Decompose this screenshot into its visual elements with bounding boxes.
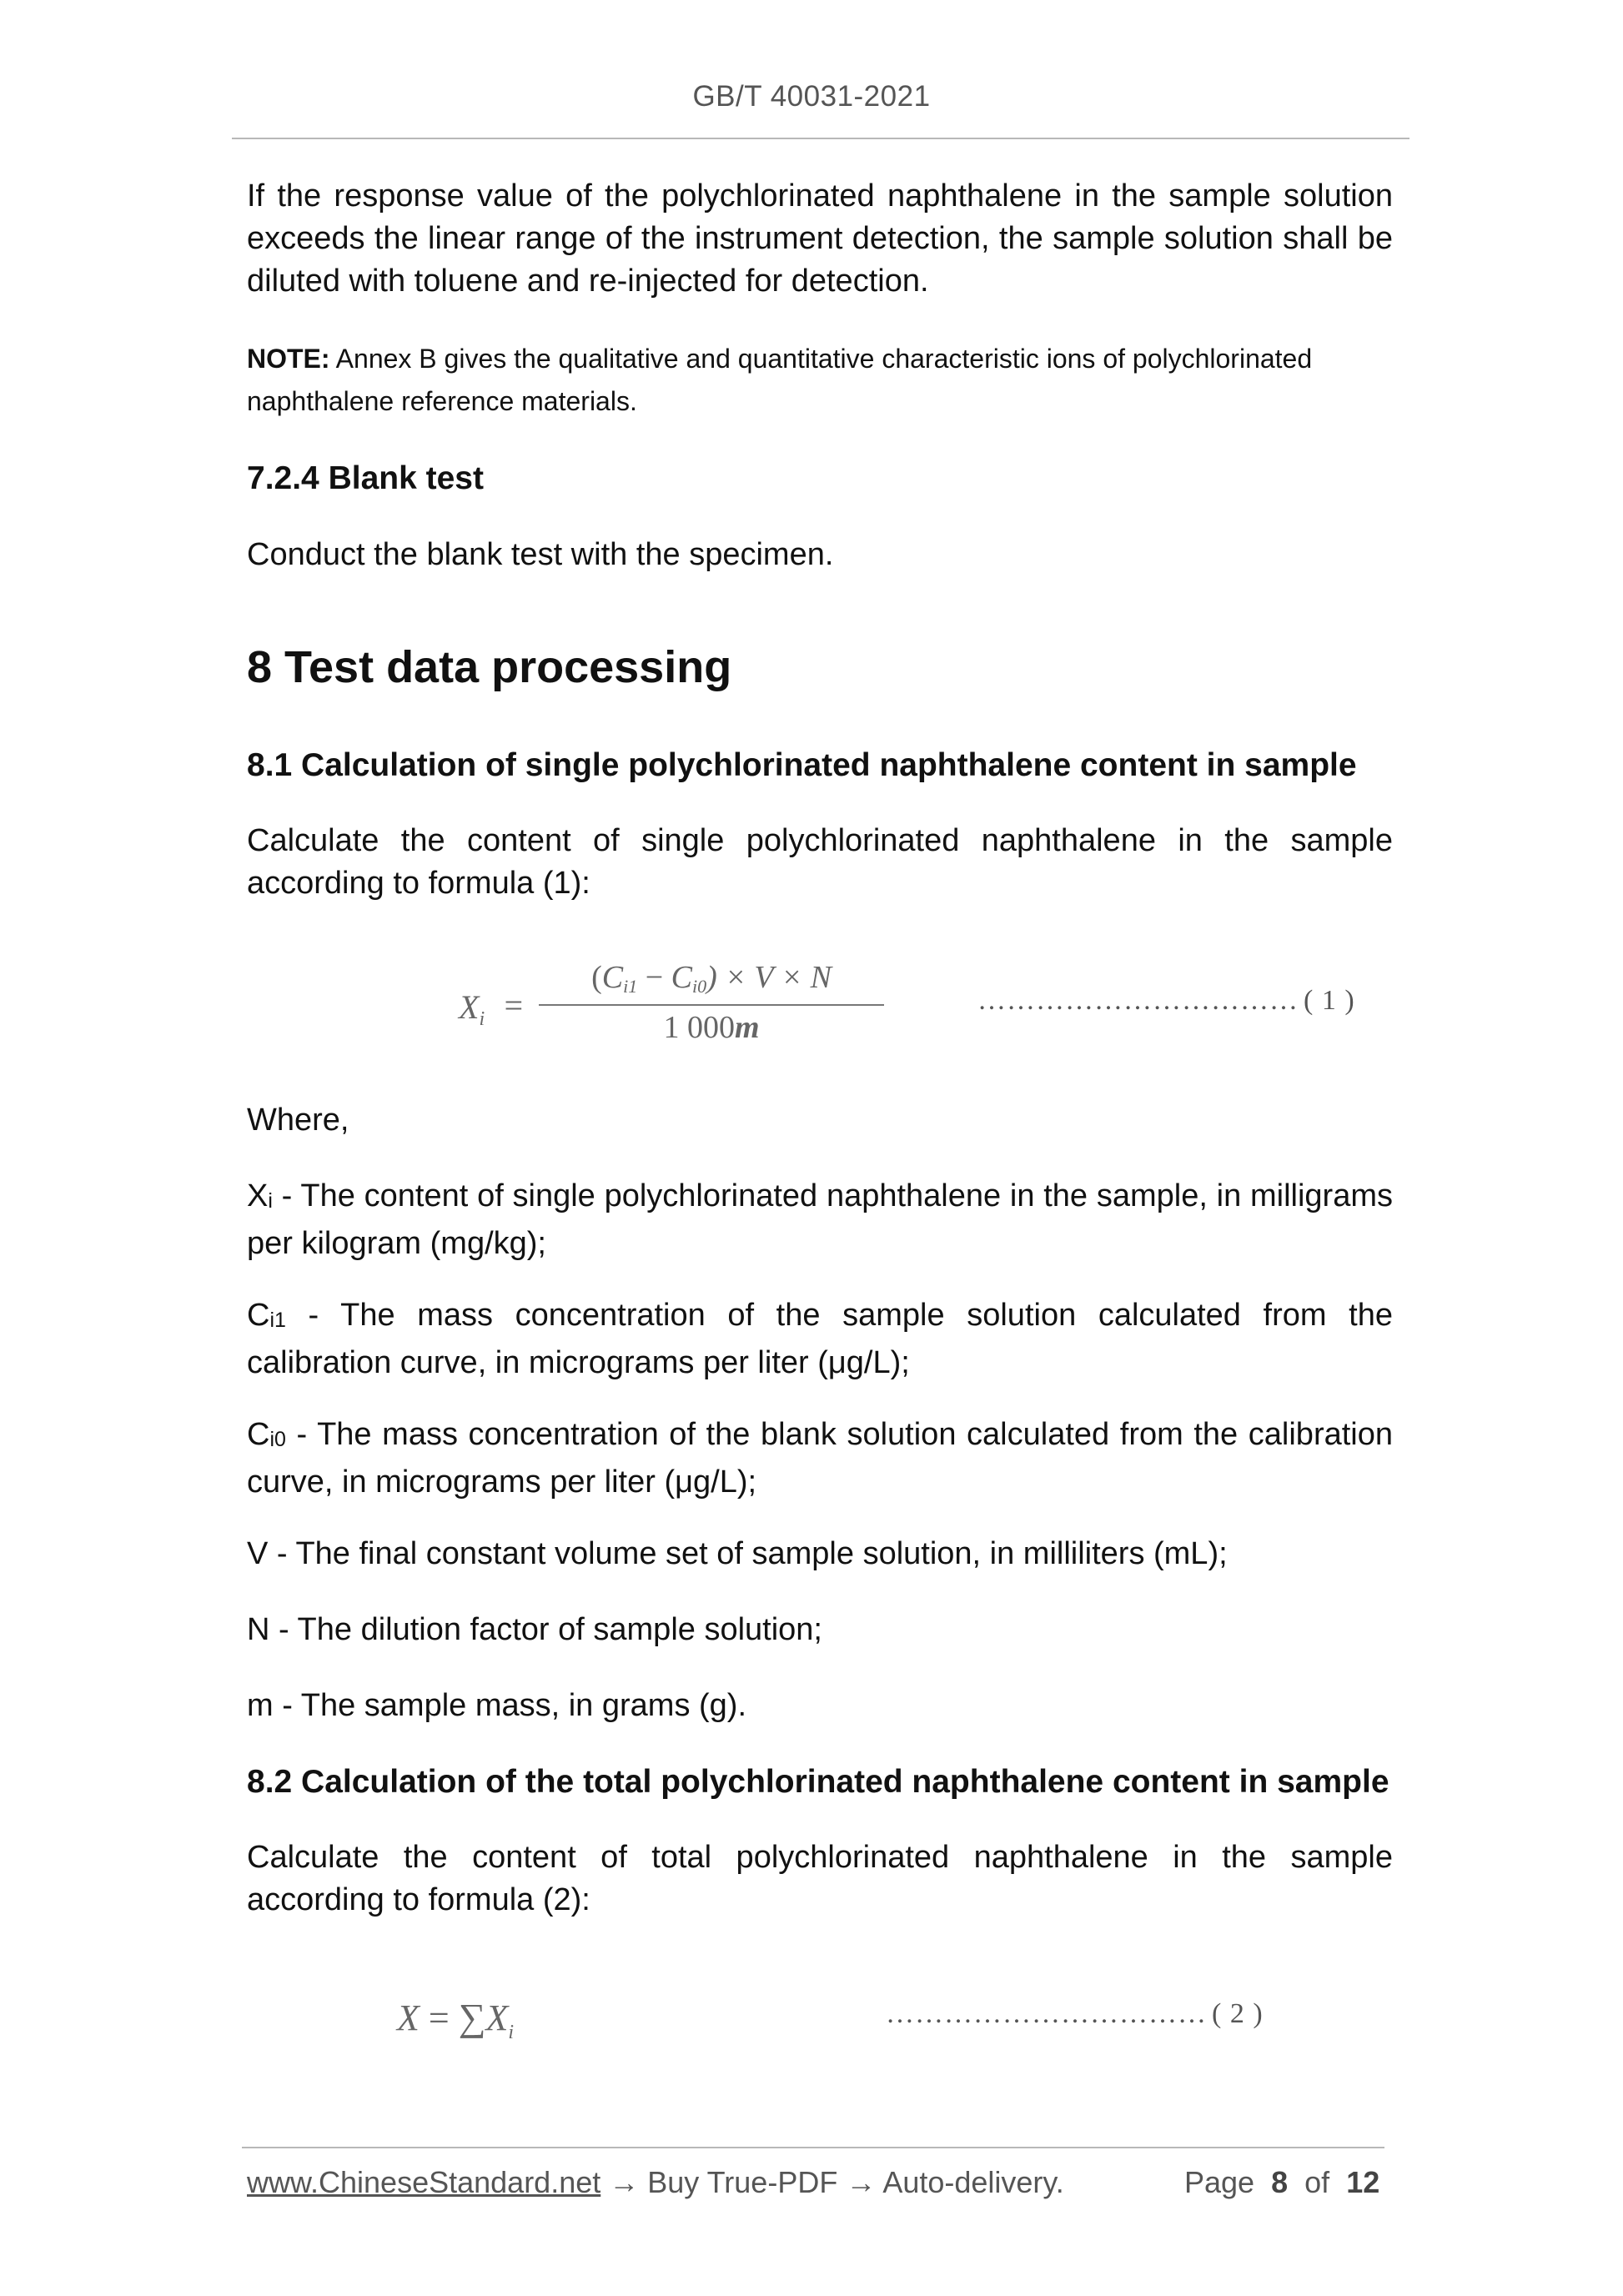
definition-v: V - The final constant volume set of sample solution, in milliliters (mL);: [247, 1536, 1228, 1571]
formula-2-leader: …………………………… ( 2 ): [886, 1998, 1264, 2029]
formula-2-number: ( 2 ): [1212, 1998, 1264, 2029]
definition-n: N - The dilution factor of sample solution;: [247, 1612, 822, 1647]
footer-promo: [247, 2165, 1064, 2200]
formula-1-leader: …………………………… ( 1 ): [977, 985, 1355, 1016]
footer-divider: [242, 2147, 1384, 2148]
paragraph-8-1: Calculate the content of single polychlorinated naphthalene in the sample according to formula (1):: [247, 823, 1393, 901]
heading-8-1: 8.1 Calculation of single polychlorinated naphthalene content in sample: [247, 747, 1357, 783]
formula-1: [450, 961, 867, 1053]
document-code-header: GB/T 40031-2021: [692, 80, 931, 113]
definition-xi: Xi - The content of single polychlorinated naphthalene in the sample, in milligrams per kilogram (mg/kg);: [247, 1178, 1393, 1261]
footer-tagline: → Buy True-PDF → Auto-delivery.: [600, 2165, 1064, 2199]
formula-1-equals: =: [502, 987, 525, 1024]
heading-8-2: 8.2 Calculation of the total polychlorinated naphthalene content in sample: [247, 1764, 1389, 1800]
paragraph-8-2: Calculate the content of total polychlorinated naphthalene in the sample according to formula (2):: [247, 1840, 1393, 1917]
formula-1-lhs: $X_i$: [459, 988, 485, 1030]
formula-1-numerator: (Ci1 − Ci0) × V × N: [591, 960, 832, 997]
formula-1-number: ( 1 ): [1304, 985, 1355, 1016]
paragraph-blank-test: Conduct the blank test with the specimen.: [247, 537, 834, 572]
definition-m: m - The sample mass, in grams (g).: [247, 1688, 747, 1723]
page-indicator: Page 8 of 12: [1184, 2165, 1380, 2199]
note-text: Annex B gives the qualitative and quantitative characteristic ions of polychlorinated naphthalene reference materials.: [247, 344, 1313, 416]
where-label: Where,: [247, 1103, 349, 1138]
header-divider: [232, 138, 1409, 139]
formula-1-fraction-bar: [539, 1004, 884, 1006]
heading-8: 8 Test data processing: [247, 642, 732, 692]
paragraph-response-value: If the response value of the polychlorinated naphthalene in the sample solution exceeds the linear range of the instrument detection, the sample solution shall be diluted with toluene and re-injected for detection.: [247, 178, 1393, 299]
note-label: NOTE:: [247, 344, 330, 374]
definition-ci0: Ci0 - The mass concentration of the blank solution calculated from the calibration curve, in micrograms per liter (μg/L);: [247, 1417, 1393, 1500]
definition-ci1: Ci1 - The mass concentration of the sample solution calculated from the calibration curve, in micrograms per liter (μg/L);: [247, 1298, 1393, 1380]
formula-1-denominator: 1 000m: [663, 1010, 760, 1045]
note-annex-b: [247, 338, 1393, 423]
heading-7-2-4: 7.2.4 Blank test: [247, 460, 484, 496]
chinesestandard-link[interactable]: www.ChineseStandard.net: [247, 2165, 601, 2199]
formula-2: $X = \sum X_i$: [397, 1996, 515, 2043]
